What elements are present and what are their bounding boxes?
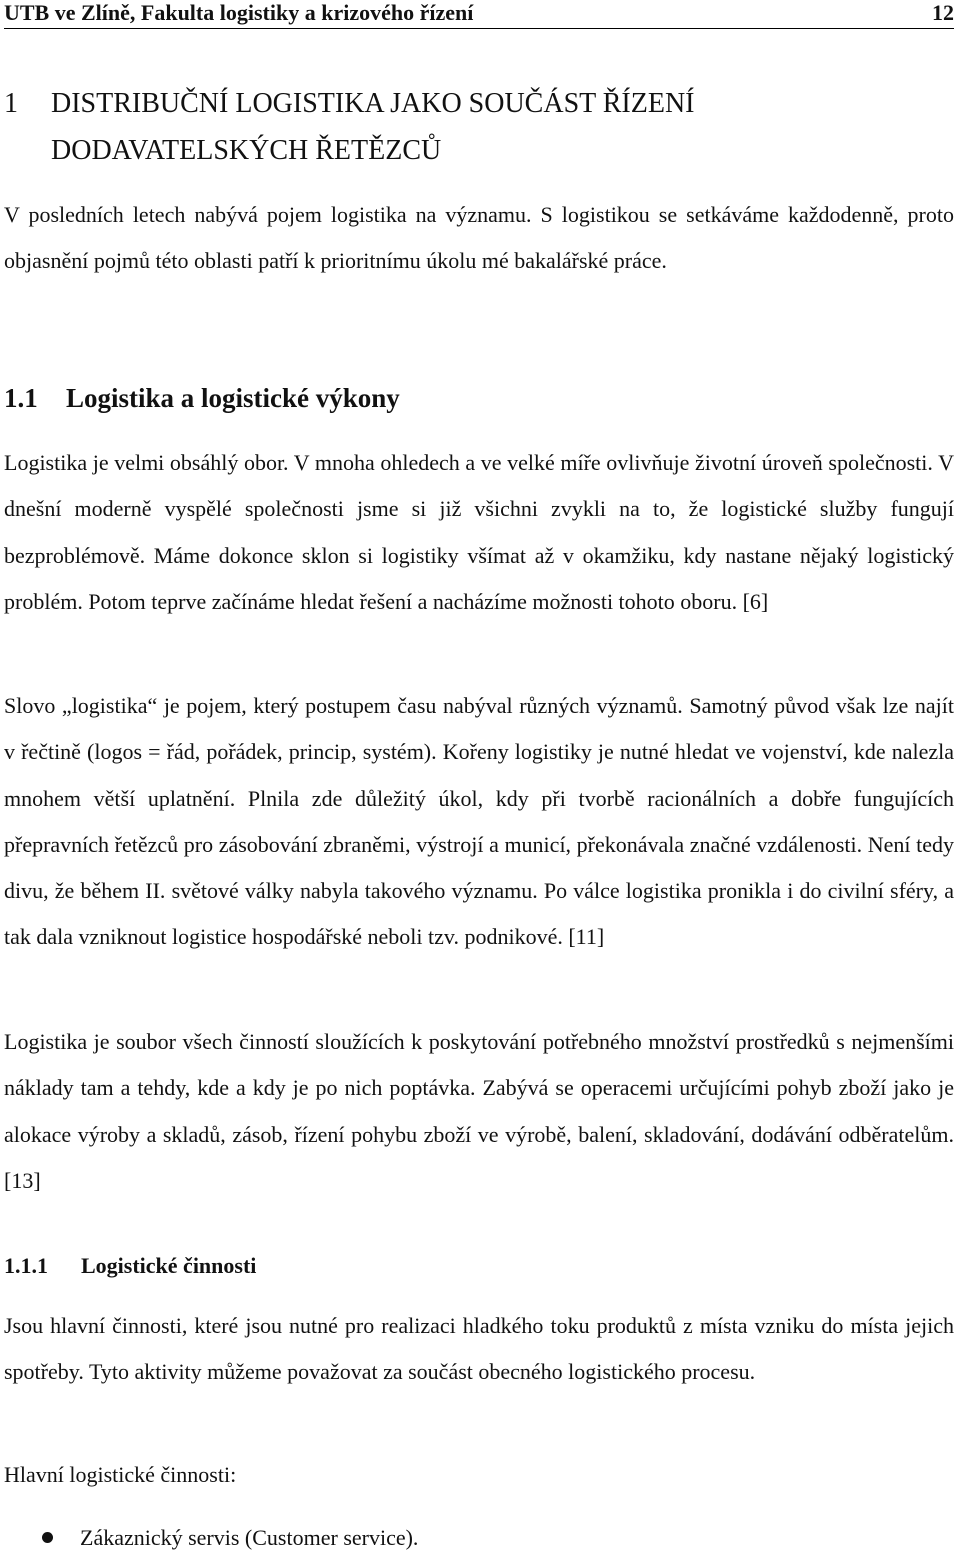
chapter-number: 1 bbox=[4, 88, 18, 119]
section-number: 1.1 bbox=[4, 383, 38, 413]
section-heading bbox=[4, 378, 944, 418]
subsection-heading bbox=[4, 1249, 944, 1283]
paragraph-word-origin: Slovo „logistika“ je pojem, který postupem času nabýval různých významů. Samotný původ však lze najít v řečtině (logos = řád, pořádek, princip, systém). Kořeny logistiky je nutné hledat ve vojenství, kde nalezla mnohem větší uplatnění. Plnila zde důležitý úkol, kdy při tvorbě racionálních a dobře fungujících přepravních řetězců pro zásobování zbraněmi, výstrojí a municí, překonávala značné vzdálenosti. Není tedy divu, že během II. světové války nabyla takového významu. Po válce logistika pronikla i do civilní sféry, a tak dala vzniknout logistice hospodářské neboli tzv. podnikové. [11] bbox=[4, 693, 954, 950]
subsection-number: 1.1.1 bbox=[4, 1253, 48, 1278]
list-item bbox=[4, 1516, 944, 1560]
bullet-icon bbox=[42, 1532, 53, 1543]
paragraph-activities: Jsou hlavní činnosti, které jsou nutné pro realizaci hladkého toku produktů z místa vzniku do místa jejich spotřeby. Tyto aktivity můžeme považovat za součást obecného logistického procesu. bbox=[4, 1313, 954, 1385]
paragraph-logistics-field: Logistika je velmi obsáhlý obor. V mnoha ohledech a ve velké míře ovlivňuje životní úroveň společnosti. V dnešní moderně vyspělé společnosti jsme si již všichni zvykli na to, že logistické služby fungují bezproblémově. Máme dokonce sklon si logistiky všímat až v okamžiku, kdy nastane nějaký logistický problém. Potom teprve začínáme hledat řešení a nacházíme možnosti tohoto oboru. [6] bbox=[4, 450, 954, 614]
list-intro: Hlavní logistické činnosti: bbox=[4, 1462, 237, 1487]
header-school-name: UTB ve Zlíně, Fakulta logistiky a krizového řízení bbox=[4, 0, 474, 25]
list-item-text: Zákaznický servis (Customer service). bbox=[80, 1525, 419, 1550]
section-title: Logistika a logistické výkony bbox=[66, 383, 400, 413]
subsection-title: Logistické činnosti bbox=[81, 1253, 257, 1278]
page-number: 12 bbox=[932, 0, 954, 25]
chapter-title: DISTRIBUČNÍ LOGISTIKA JAKO SOUČÁST ŘÍZENÍ DODAVATELSKÝCH ŘETĚZCŮ bbox=[51, 88, 695, 166]
paragraph-definition: Logistika je soubor všech činností sloužících k poskytování potřebného množství prostředků s nejmenšími náklady tam a tehdy, kde a kdy je po nich poptávka. Zabývá se operacemi určujícími pohyb zboží jako je alokace výroby a skladů, zásob, řízení pohybu zboží ve výrobě, balení, skladování, dodávání odběratelům. [13] bbox=[4, 1029, 954, 1193]
running-header bbox=[4, 0, 954, 29]
chapter-heading bbox=[4, 80, 944, 174]
intro-paragraph: V posledních letech nabývá pojem logistika na významu. S logistikou se setkáváme každodenně, proto objasnění pojmů této oblasti patří k prioritnímu úkolu mé bakalářské práce. bbox=[4, 202, 954, 274]
